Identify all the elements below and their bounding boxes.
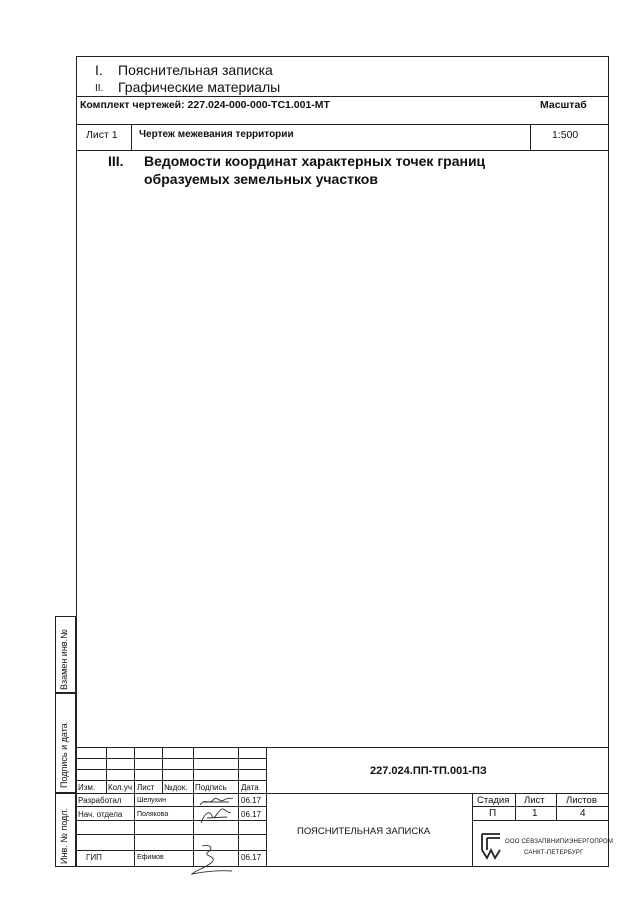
row-role: Разработал [78,796,122,805]
drawing-scale: 1:500 [552,129,579,141]
row-role: ГИП [86,853,102,862]
scale-header: Масштаб [540,99,587,111]
drawing-title: Чертеж межевания территории [139,129,294,140]
title-block-line [162,747,163,793]
side-stamp-replace [55,616,76,693]
side-stamp-replace-text: Взамен инв.№ [59,629,69,690]
table-border [530,124,531,150]
document-code: 227.024.ПП-ТП.001-ПЗ [370,765,487,777]
toc-item-2-number: II. [95,83,104,94]
signature-scribble-icon [188,840,236,882]
header-list: Лист [137,783,155,792]
header-data: Дата [241,783,259,792]
sheet-value: 1 [532,808,538,819]
row-name: Полякова [137,811,169,818]
title-block-line [556,793,557,820]
sheets-value: 4 [580,808,586,819]
title-block-line [472,820,609,821]
organization-name: ООО СЕВЗАПВНИПИЭНЕРГОПРОМ [505,839,614,845]
row-date: 06.17 [241,853,262,862]
toc-item-1-text: Пояснительная записка [118,62,273,78]
header-kol: Кол.уч [108,783,132,792]
title-block-line [472,793,473,867]
header-ndok: №док. [164,783,188,792]
toc-item-3-number: III. [108,153,124,169]
toc-item-1-number: I. [95,62,103,78]
stage-header: Стадия [477,795,510,806]
title-block-line [515,793,516,820]
side-stamp-signature-text: Подпись и дата [59,723,69,788]
toc-item-3-line-2: образуемых земельных участков [144,171,378,187]
header-podpis: Подпись [195,783,227,792]
sheet-header: Лист [524,795,545,806]
side-stamp-inventory [55,793,76,867]
title-block-border [76,747,609,748]
title-block-line [134,747,135,867]
row-date: 06.17 [241,810,262,819]
table-border [76,150,609,151]
sheets-header: Листов [566,795,597,806]
organization-logo-icon [480,832,502,860]
row-date: 06.17 [241,796,262,805]
drawing-set-label: Комплект чертежей: 227.024-000-000-ТС1.001-МТ [80,99,330,111]
row-name: Шелухин [137,797,166,804]
side-stamp-inventory-text: Инв. № подл. [59,807,69,864]
table-border [76,96,609,97]
title-block-line [76,793,609,794]
signature-scribble-icon [197,806,235,826]
toc-item-2-text: Графические материалы [118,79,281,95]
title-block-line [106,747,107,793]
toc-item-3-line-1: Ведомости координат характерных точек границ [144,153,486,169]
table-border [131,124,132,150]
document-title: ПОЯСНИТЕЛЬНАЯ ЗАПИСКА [297,826,431,837]
side-stamp-signature [55,693,76,793]
row-name: Ефимов [137,854,164,861]
row-role: Нач. отдела [78,810,123,819]
organization-city: САНКТ-ПЕТЕРБУРГ [524,850,584,856]
title-block-line [266,747,267,867]
header-izm: Изм. [78,783,96,792]
stage-value: П [489,808,497,819]
drawing-sheet: Лист 1 [86,129,118,141]
title-block-line [238,747,239,867]
title-block-line [472,806,609,807]
